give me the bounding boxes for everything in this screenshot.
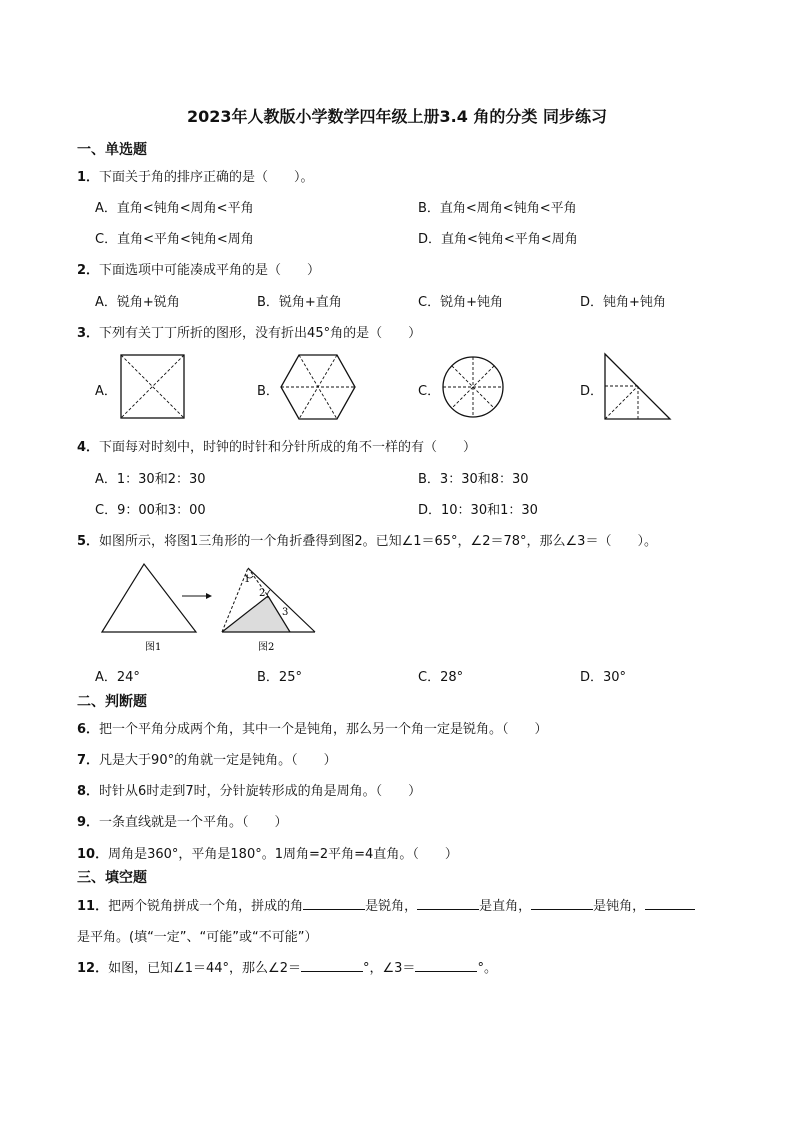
question-number: 7． <box>77 753 100 768</box>
answer-blank[interactable] <box>645 897 695 910</box>
question-text: 下面每对时刻中，时钟的时针和分针所成的角不一样的有（ ） <box>99 440 477 455</box>
question-6 <box>77 718 548 737</box>
question-number: 1． <box>77 170 100 185</box>
question-5 <box>77 530 657 549</box>
question-number: 3． <box>77 326 100 341</box>
option-c[interactable]: C．直角<平角<钝角<周角 <box>95 232 254 247</box>
question-text-part: 是钝角， <box>593 899 646 914</box>
page-title: 2023年人教版小学数学四年级上册3.4 角的分类 同步练习 <box>186 107 608 126</box>
answer-blank[interactable] <box>531 897 593 910</box>
question-number: 10． <box>77 847 109 862</box>
option-c[interactable]: C．28° <box>418 670 464 685</box>
question-text: 下列有关丁丁所折的图形，没有折出45°角的是（ ） <box>99 326 422 341</box>
answer-blank[interactable] <box>301 959 363 972</box>
option-a[interactable]: A．直角<钝角<周角<平角 <box>95 201 254 216</box>
figure-1-triangle <box>102 564 196 632</box>
option-a[interactable]: A．24° <box>95 670 140 685</box>
question-9 <box>77 811 288 830</box>
option-b[interactable]: B． <box>257 384 279 399</box>
question-number: 4． <box>77 440 100 455</box>
question-text: 凡是大于90°的角就一定是钝角。（ ） <box>99 753 337 768</box>
question-2 <box>77 259 320 278</box>
question-text-part: °。 <box>477 961 497 976</box>
question-text-part: °，∠3＝ <box>363 961 416 976</box>
section-heading-true-false: 二、判断题 <box>77 694 147 710</box>
option-b[interactable]: B．25° <box>257 670 302 685</box>
option-d[interactable]: D．直角<钝角<平角<周角 <box>418 232 578 247</box>
figure-2-caption: 图2 <box>258 642 275 653</box>
option-d[interactable]: D．10：30和1：30 <box>418 503 538 518</box>
question-4 <box>77 436 476 455</box>
folded-square-figure <box>120 354 186 420</box>
question-number: 12． <box>77 961 109 976</box>
figure-1-caption: 图1 <box>145 642 162 653</box>
angle-label-3: 3 <box>282 607 289 618</box>
question-3 <box>77 322 421 341</box>
question-text-part: 把两个锐角拼成一个角，拼成的角 <box>108 899 304 914</box>
option-b[interactable]: B．3：30和8：30 <box>418 472 529 487</box>
question-text: 周角是360°，平角是180°。1周角=2平角=4直角。（ ） <box>108 847 458 862</box>
question-1 <box>77 166 314 185</box>
section-heading-single-choice: 一、单选题 <box>77 142 147 158</box>
question-8 <box>77 780 421 799</box>
question-text: 把一个平角分成两个角，其中一个是钝角，那么另一个角一定是锐角。（ ） <box>99 722 548 737</box>
question-number: 8． <box>77 784 100 799</box>
question-12 <box>77 957 497 976</box>
folded-circle-figure <box>441 355 505 419</box>
question-number: 9． <box>77 815 100 830</box>
arrow-icon <box>206 593 212 599</box>
question-number: 11． <box>77 899 109 914</box>
answer-blank[interactable] <box>415 959 477 972</box>
angle-label-1: 1 <box>244 574 251 585</box>
section-heading-fill-blank: 三、填空题 <box>77 870 147 886</box>
question-text: 时针从6时走到7时，分针旋转形成的角是周角。（ ） <box>99 784 422 799</box>
question-7 <box>77 749 337 768</box>
question-number: 2． <box>77 263 100 278</box>
question-number: 6． <box>77 722 100 737</box>
question-text: 如图所示，将图1三角形的一个角折叠得到图2。已知∠1＝65°，∠2＝78°，那么∠3＝（ ）。 <box>99 534 657 549</box>
option-c[interactable]: C． <box>418 384 441 399</box>
question-11-continued: 是平角。(填“一定”、“可能”或“不可能”） <box>77 930 318 945</box>
answer-blank[interactable] <box>303 897 365 910</box>
question-10 <box>77 843 458 862</box>
option-a[interactable]: A．1：30和2：30 <box>95 472 206 487</box>
question-text-part: 是锐角， <box>365 899 418 914</box>
question-text-part: 如图，已知∠1＝44°，那么∠2＝ <box>108 961 301 976</box>
question-number: 5． <box>77 534 100 549</box>
question-text: 下面关于角的排序正确的是（ ）。 <box>99 170 314 185</box>
question-text: 下面选项中可能凑成平角的是（ ） <box>99 263 321 278</box>
option-d[interactable]: D．钝角+钝角 <box>580 295 666 310</box>
folding-triangle-diagram <box>98 560 320 656</box>
folded-hexagon-figure <box>280 354 356 420</box>
option-c[interactable]: C．锐角+钝角 <box>418 295 503 310</box>
option-b[interactable]: B．锐角+直角 <box>257 295 342 310</box>
option-a[interactable]: A． <box>95 384 117 399</box>
option-b[interactable]: B．直角<周角<钝角<平角 <box>418 201 577 216</box>
option-a[interactable]: A．锐角+锐角 <box>95 295 180 310</box>
question-text: 一条直线就是一个平角。（ ） <box>99 815 288 830</box>
question-text-part: 是直角， <box>479 899 532 914</box>
option-d[interactable]: D．30° <box>580 670 627 685</box>
folded-triangle-figure <box>604 353 672 421</box>
option-c[interactable]: C．9：00和3：00 <box>95 503 206 518</box>
option-d[interactable]: D． <box>580 384 604 399</box>
angle-label-2: 2 <box>259 588 266 599</box>
answer-blank[interactable] <box>417 897 479 910</box>
question-11 <box>77 895 695 914</box>
